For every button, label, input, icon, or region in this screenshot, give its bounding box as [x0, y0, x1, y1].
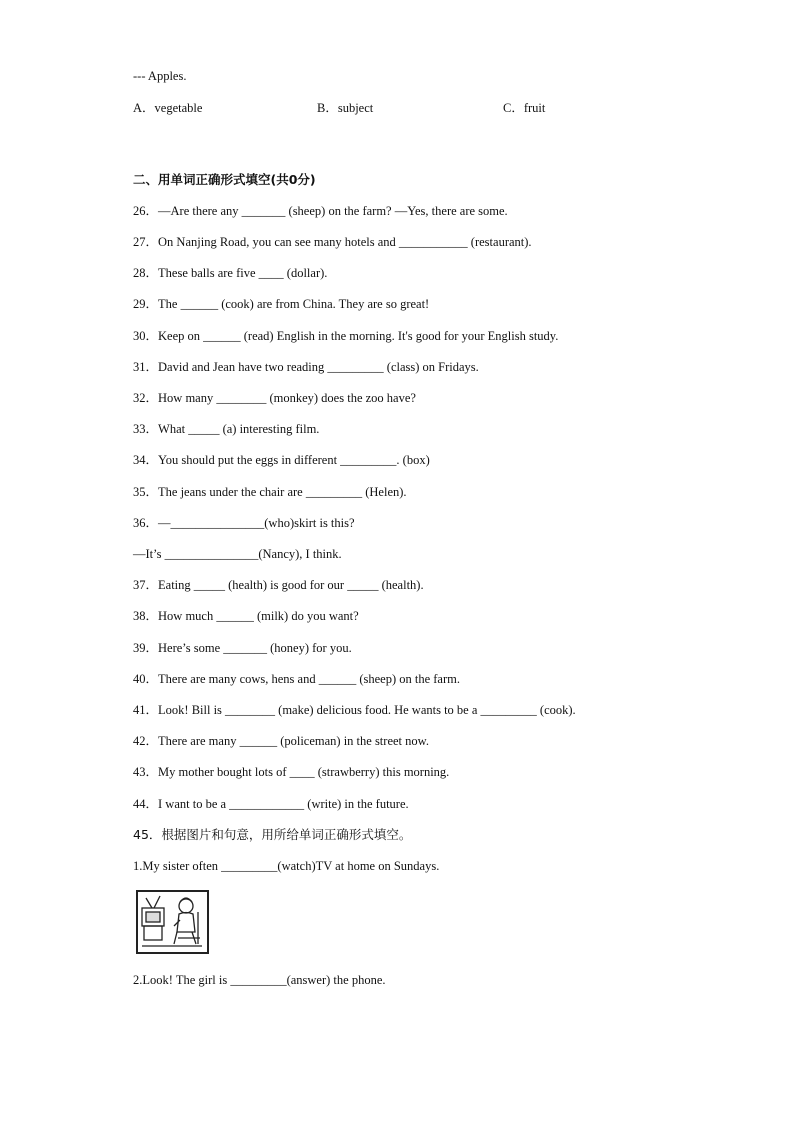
question-36-answer-line: —It’s _______________(Nancy), I think. [133, 547, 342, 561]
question-34: 34．You should put the eggs in different _________. (box) [133, 453, 430, 467]
question-27: 27．On Nanjing Road, you can see many hotels and ___________ (restaurant). [133, 235, 532, 249]
question-41: 41．Look! Bill is ________ (make) delicious food. He wants to be a _________ (cook). [133, 703, 576, 717]
question-37: 37．Eating _____ (health) is good for our _____ (health). [133, 578, 424, 592]
girl-watching-tv-icon [136, 890, 209, 954]
question-39: 39．Here’s some _______ (honey) for you. [133, 641, 352, 655]
question-38: 38．How much ______ (milk) do you want? [133, 609, 359, 623]
question-40: 40．There are many cows, hens and ______ (sheep) on the farm. [133, 672, 460, 686]
question-32: 32．How many ________ (monkey) does the zoo have? [133, 391, 416, 405]
question-43: 43．My mother bought lots of ____ (strawberry) this morning. [133, 765, 450, 779]
question-36: 36．—_______________(who)skirt is this? [133, 516, 355, 530]
question-26: 26．—Are there any _______ (sheep) on the farm? —Yes, there are some. [133, 204, 508, 218]
option-c: C．fruit [503, 101, 546, 115]
question-44: 44．I want to be a ____________ (write) in the future. [133, 797, 409, 811]
question-28: 28．These balls are five ____ (dollar). [133, 266, 328, 280]
question-30: 30．Keep on ______ (read) English in the morning. It's good for your English study. [133, 329, 559, 343]
question-33: 33．What _____ (a) interesting film. [133, 422, 320, 436]
previous-answer-line: --- Apples. [133, 69, 187, 83]
section-heading: 二、用单词正确形式填空(共0分) [133, 172, 316, 187]
option-a: A．vegetable [133, 101, 203, 115]
question-29: 29．The ______ (cook) are from China. They are so great! [133, 297, 430, 311]
question-35: 35．The jeans under the chair are _________ (Helen). [133, 485, 407, 499]
question-45-item-2: 2.Look! The girl is _________(answer) the phone. [133, 973, 386, 987]
question-45-item-1: 1.My sister often _________(watch)TV at home on Sundays. [133, 859, 440, 873]
question-45: 45．根据图片和句意，用所给单词正确形式填空。 [133, 827, 412, 842]
question-42: 42．There are many ______ (policeman) in the street now. [133, 734, 429, 748]
question-31: 31．David and Jean have two reading _________ (class) on Fridays. [133, 360, 479, 374]
option-b: B．subject [317, 101, 374, 115]
